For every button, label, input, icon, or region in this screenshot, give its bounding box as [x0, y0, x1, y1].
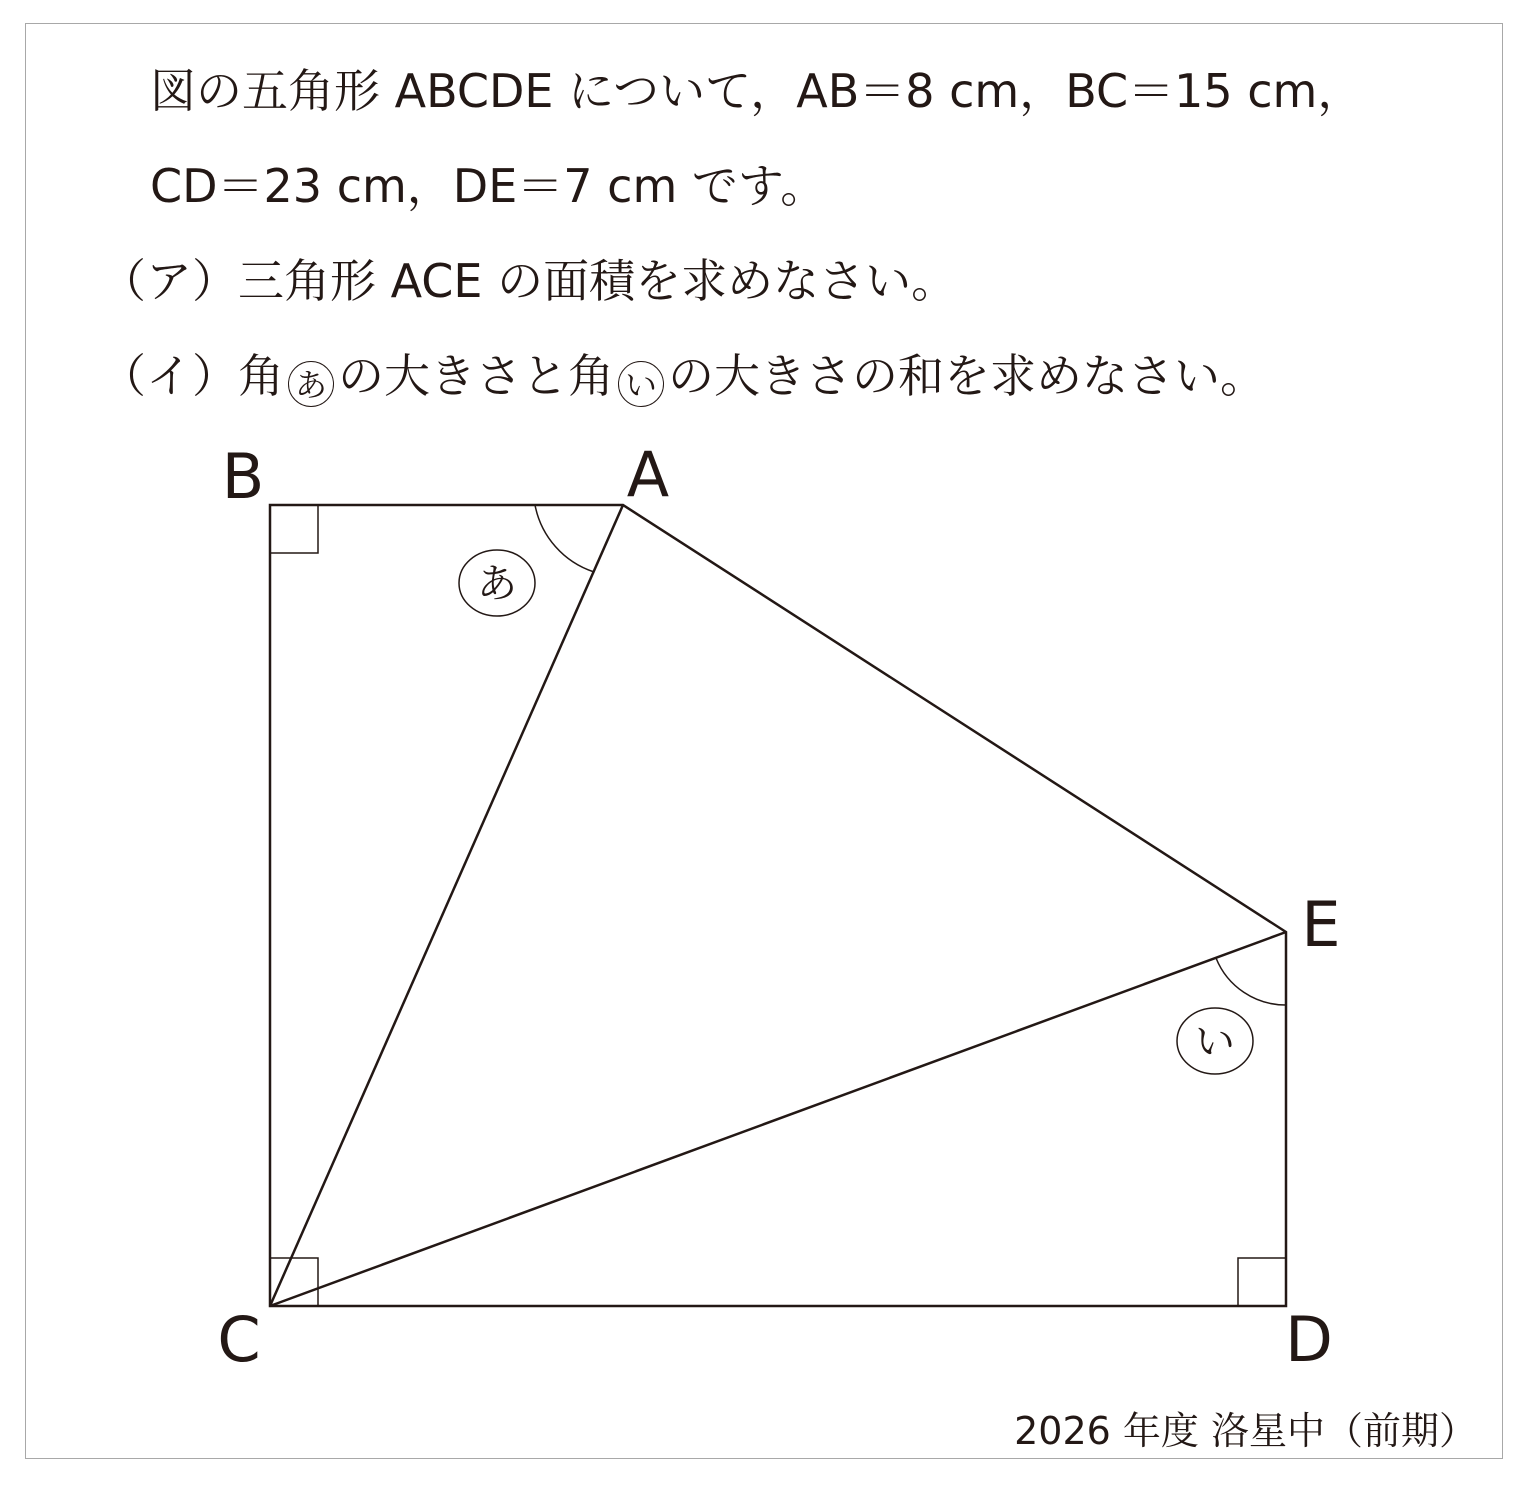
question-b-text-2: の大きさと角 — [338, 349, 614, 403]
vertex-label-e: E — [1301, 888, 1341, 961]
angle-arc-a — [535, 505, 594, 572]
angle-label-a: あ — [477, 561, 517, 607]
angle-arc-i — [1216, 958, 1286, 1005]
problem-text-line-2: CD＝23 cm，DE＝7 cm です。 — [150, 159, 827, 213]
problem-text-line-1: 図の五角形 ABCDE について，AB＝8 cm，BC＝15 cm， — [150, 64, 1364, 118]
vertex-label-b: B — [221, 440, 265, 513]
source-citation: 2026 年度 洛星中（前期） — [1014, 1409, 1477, 1453]
segment-ce — [270, 932, 1286, 1306]
vertex-label-c: C — [217, 1303, 261, 1376]
segment-ac — [270, 505, 623, 1306]
question-b-text-1: 角 — [238, 349, 284, 403]
question-a-text: 三角形 ACE の面積を求めなさい。 — [238, 254, 958, 308]
vertex-label-d: D — [1285, 1303, 1333, 1376]
angle-i-symbol: い — [618, 361, 664, 407]
pentagon-outline — [270, 505, 1286, 1306]
angle-a-symbol: あ — [288, 361, 334, 407]
angle-label-i: い — [1195, 1019, 1235, 1065]
right-angle-mark-d — [1238, 1258, 1286, 1306]
question-b-text-3: の大きさの和を求めなさい。 — [668, 349, 1266, 403]
vertex-label-a: A — [626, 438, 670, 511]
right-angle-mark-c — [270, 1258, 318, 1306]
right-angle-mark-b — [270, 505, 318, 553]
question-a-marker: （ア） — [100, 254, 238, 308]
question-b-marker: （イ） — [100, 349, 238, 403]
